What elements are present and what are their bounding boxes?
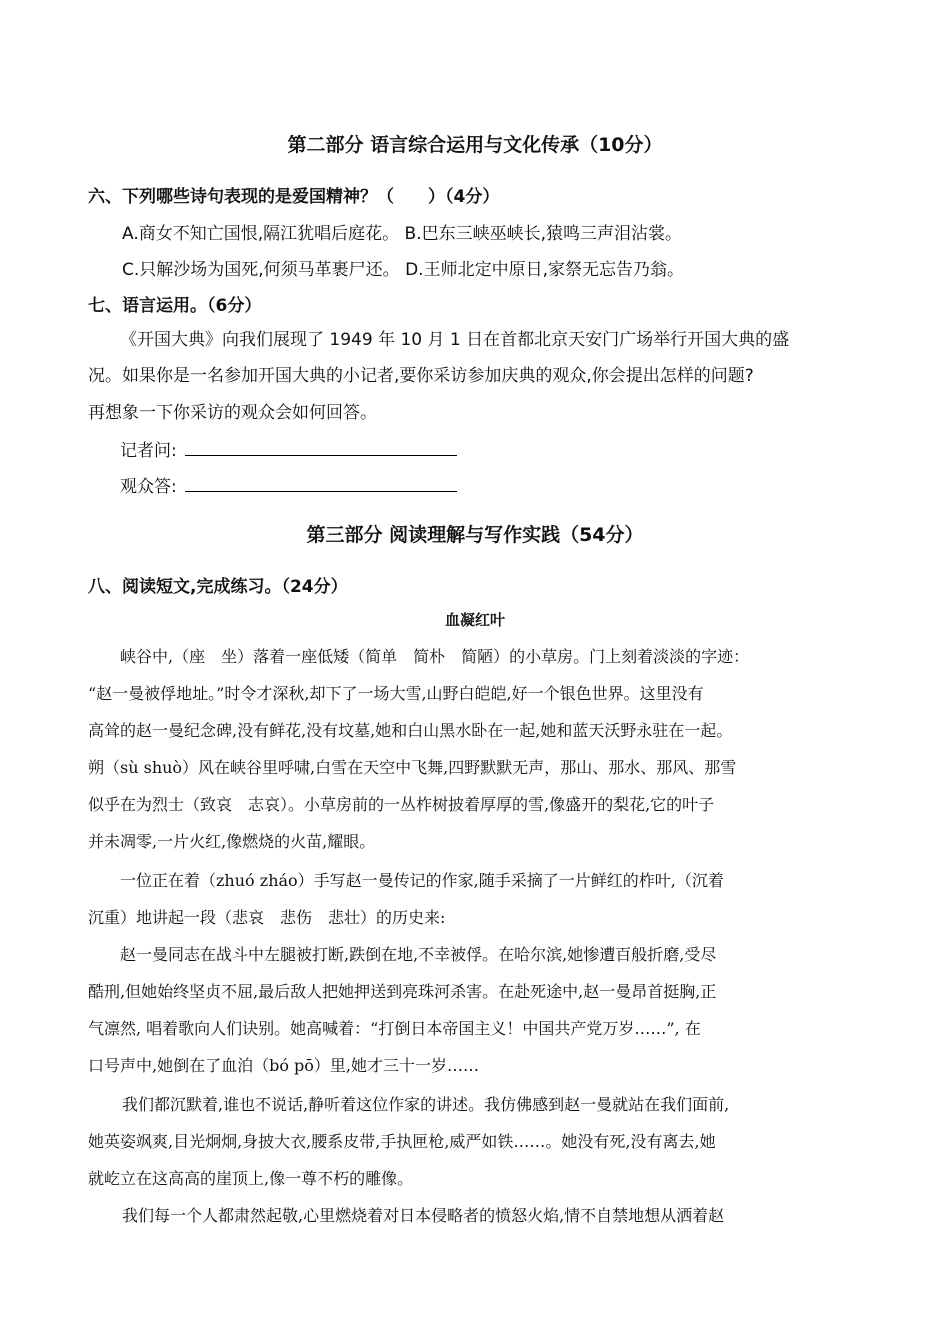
reporter-question-row: [120, 436, 457, 461]
part3-title: 第三部分 阅读理解与写作实践（54分）: [306, 524, 644, 546]
part2-title: 第二部分 语言综合运用与文化传承（10分）: [287, 134, 663, 156]
article-line: 就屹立在这高高的崖顶上,像一尊不朽的雕像。: [88, 1169, 414, 1188]
article-title: 血凝红叶: [444, 611, 505, 629]
article-line: 朔（sù shuò）风在峡谷里呼啸,白雪在天空中飞舞,四野默默无声，那山、那水、那风、那雪: [88, 758, 737, 777]
article-line: 似乎在为烈士（致哀 志哀）。小草房前的一丛柞树披着厚厚的雪,像盛开的梨花,它的叶子: [88, 795, 715, 814]
article-line: 酷刑,但她始终坚贞不屈,最后敌人把她押送到亮珠河杀害。在赴死途中,赵一曼昂首挺胸,正: [88, 982, 717, 1001]
question-6-stem: 六、下列哪些诗句表现的是爱国精神？（ ）（4分）: [88, 187, 500, 207]
question-7-para-line: 《开国大典》向我们展现了 1949 年 10 月 1 日在首都北京天安门广场举行开国大典的盛: [120, 330, 790, 350]
article-line: 气凛然, 唱着歌向人们诀别。她高喊着：“打倒日本帝国主义！中国共产党万岁……”, 在: [88, 1019, 701, 1038]
article-line: 我们每一个人都肃然起敬,心里燃烧着对日本侵略者的愤怒火焰,情不自禁地想从洒着赵: [122, 1206, 725, 1225]
article-line: 峡谷中,（座 坐）落着一座低矮（简单 简朴 简陋）的小草房。门上刻着淡淡的字迹：: [120, 647, 750, 666]
reporter-answer-blank[interactable]: [185, 439, 457, 456]
article-line: 高耸的赵一曼纪念碑,没有鲜花,没有坟墓,她和白山黑水卧在一起,她和蓝天沃野永驻在一起。: [88, 721, 733, 740]
question-7-para-line: 再想象一下你采访的观众会如何回答。: [88, 403, 377, 423]
audience-label: 观众答:: [120, 477, 177, 497]
question-7-para-line: 况。如果你是一名参加开国大典的小记者,要你采访参加庆典的观众,你会提出怎样的问题?: [88, 366, 754, 386]
article-line: 并未凋零,一片火红,像燃烧的火苗,耀眼。: [88, 832, 376, 851]
question-6-options-cd: C.只解沙场为国死,何须马革裹尸还。 D.王师北定中原日,家祭无忘告乃翁。: [122, 260, 684, 280]
article-line: 沉重）地讲起一段（悲哀 悲伤 悲壮）的历史来:: [88, 908, 446, 927]
article-line: 一位正在着（zhuó zháo）手写赵一曼传记的作家,随手采摘了一片鲜红的柞叶,（沉着: [120, 871, 724, 890]
audience-answer-blank[interactable]: [185, 475, 457, 492]
question-6-options-ab: A.商女不知亡国恨,隔江犹唱后庭花。 B.巴东三峡巫峡长,猿鸣三声泪沾裳。: [122, 224, 683, 244]
reporter-label: 记者问:: [120, 441, 177, 461]
article-line: 口号声中,她倒在了血泊（bó pō）里,她才三十一岁……: [88, 1056, 480, 1075]
article-line: 我们都沉默着,谁也不说话,静听着这位作家的讲述。我仿佛感到赵一曼就站在我们面前,: [122, 1095, 730, 1114]
question-7-stem: 七、语言运用。（6分）: [88, 296, 262, 316]
question-8-stem: 八、阅读短文,完成练习。（24分）: [88, 577, 348, 597]
audience-answer-row: [120, 472, 457, 497]
article-line: 赵一曼同志在战斗中左腿被打断,跌倒在地,不幸被俘。在哈尔滨,她惨遭百般折磨,受尽: [120, 945, 717, 964]
article-line: “赵一曼被俘地址。”时令才深秋,却下了一场大雪,山野白皑皑,好一个银色世界。这里没有: [88, 684, 704, 703]
article-line: 她英姿飒爽,目光炯炯,身披大衣,腰系皮带,手执匣枪,威严如铁……。她没有死,没有离去,她: [88, 1132, 716, 1151]
